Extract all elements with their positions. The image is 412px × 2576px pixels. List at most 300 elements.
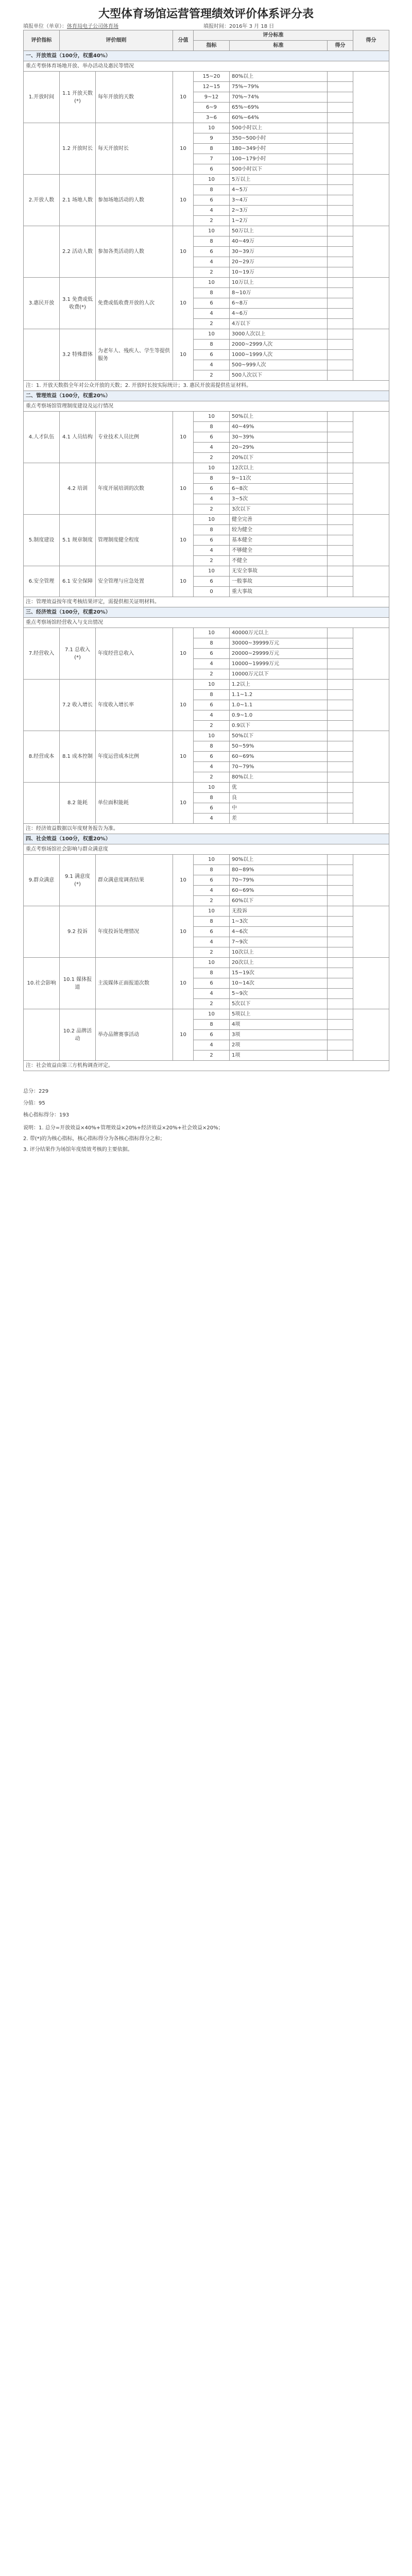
item-score-cell: 8: [194, 473, 230, 484]
item-points-cell: [328, 92, 353, 103]
item-standard-cell: 10000~19999万元: [230, 659, 328, 669]
item-score-cell: 2: [194, 999, 230, 1009]
section-note: 重点考察场馆社会影响与群众满意度: [24, 844, 389, 855]
item-score-cell: 6: [194, 577, 230, 587]
criteria-cell: 4.1 人员结构: [60, 412, 96, 463]
item-points-cell: [328, 340, 353, 350]
section-footnote-row: [24, 597, 389, 607]
score-cell: 10: [173, 566, 194, 597]
table-row: [24, 226, 389, 236]
header-result: 得分: [353, 30, 389, 51]
item-score-cell: 6: [194, 700, 230, 710]
item-standard-cell: 10~14次: [230, 978, 328, 989]
item-score-cell: 6: [194, 1030, 230, 1040]
item-score-cell: 4: [194, 257, 230, 267]
item-standard-cell: 60%~64%: [230, 113, 328, 123]
item-points-cell: [328, 236, 353, 247]
item-standard-cell: 70~79%: [230, 875, 328, 886]
score-value: 95: [39, 1100, 45, 1106]
date-line: 填报时间：2016年 3 月 18 日: [203, 24, 274, 29]
item-standard-cell: 60%以下: [230, 896, 328, 906]
item-points-cell: [328, 741, 353, 752]
criteria-cell: 4.2 培训: [60, 463, 96, 515]
result-cell: [353, 123, 389, 175]
description-cell: 单位面积能耗: [96, 783, 173, 824]
item-score-cell: 4: [194, 494, 230, 504]
item-score-cell: 2: [194, 267, 230, 278]
description-cell: 年度经营总收入: [96, 628, 173, 680]
item-points-cell: [328, 587, 353, 597]
indicator-cell: [24, 463, 60, 515]
item-score-cell: 6: [194, 484, 230, 494]
table-row: [24, 783, 389, 793]
description-cell: 年度投诉处理情况: [96, 906, 173, 958]
item-points-cell: [328, 958, 353, 968]
item-points-cell: [328, 329, 353, 340]
criteria-cell: 7.2 收入增长: [60, 680, 96, 731]
score-cell: 10: [173, 175, 194, 226]
subheader-standard: 标准: [230, 41, 328, 51]
item-standard-cell: 65%~69%: [230, 103, 328, 113]
item-standard-cell: 较为健全: [230, 525, 328, 535]
item-score-cell: 4: [194, 659, 230, 669]
item-points-cell: [328, 443, 353, 453]
item-standard-cell: 50万以上: [230, 226, 328, 236]
item-standard-cell: 0.9以下: [230, 721, 328, 731]
item-score-cell: 2: [194, 556, 230, 566]
item-standard-cell: 70~79%: [230, 762, 328, 772]
item-score-cell: 12~15: [194, 82, 230, 92]
table-row: [24, 278, 389, 288]
criteria-cell: 3.1 免费或低收费(*): [60, 278, 96, 329]
item-points-cell: [328, 432, 353, 443]
section-title: 三、经济效益（100分，权重20%）: [24, 607, 389, 618]
indicator-cell: [24, 1009, 60, 1061]
description-cell: 每年开放的天数: [96, 72, 173, 123]
item-points-cell: [328, 123, 353, 133]
description-cell: 年度运营成本比例: [96, 731, 173, 783]
item-standard-cell: 15~19次: [230, 968, 328, 978]
subheader-indicator: 指标: [194, 41, 230, 51]
item-points-cell: [328, 103, 353, 113]
description-cell: 年度收入增长率: [96, 680, 173, 731]
item-score-cell: 4: [194, 1040, 230, 1050]
item-standard-cell: 8~10万: [230, 288, 328, 298]
item-points-cell: [328, 298, 353, 309]
item-standard-cell: 差: [230, 814, 328, 824]
item-score-cell: 6: [194, 752, 230, 762]
item-standard-cell: 50~59%: [230, 741, 328, 752]
item-points-cell: [328, 875, 353, 886]
item-score-cell: 6: [194, 350, 230, 360]
item-score-cell: 10: [194, 680, 230, 690]
item-score-cell: 10: [194, 1009, 230, 1020]
item-score-cell: 10: [194, 412, 230, 422]
total-line: [23, 1087, 389, 1094]
item-standard-cell: 无安全事故: [230, 566, 328, 577]
indicator-cell: 5.制度建设: [24, 515, 60, 566]
item-points-cell: [328, 947, 353, 958]
indicator-cell: 9.群众满意: [24, 855, 60, 906]
item-score-cell: 6: [194, 535, 230, 546]
item-standard-cell: 2000~2999人次: [230, 340, 328, 350]
score-label: 分值：: [23, 1100, 39, 1106]
item-score-cell: 10: [194, 906, 230, 917]
score-cell: 10: [173, 123, 194, 175]
core-label: 核心指标得分：: [23, 1112, 59, 1118]
item-points-cell: [328, 906, 353, 917]
indicator-cell: [24, 783, 60, 824]
item-standard-cell: 6~8万: [230, 298, 328, 309]
item-score-cell: 8: [194, 525, 230, 535]
item-score-cell: 15~20: [194, 72, 230, 82]
item-score-cell: 2: [194, 772, 230, 783]
item-points-cell: [328, 772, 353, 783]
result-cell: [353, 412, 389, 463]
item-points-cell: [328, 1020, 353, 1030]
item-points-cell: [328, 175, 353, 185]
result-cell: [353, 628, 389, 680]
table-row: [24, 855, 389, 865]
item-score-cell: 10: [194, 329, 230, 340]
criteria-cell: 8.2 能耗: [60, 783, 96, 824]
section-note-row: [24, 618, 389, 628]
table-row: [24, 958, 389, 968]
section-title-row: [24, 607, 389, 618]
item-points-cell: [328, 82, 353, 92]
item-points-cell: [328, 185, 353, 195]
item-points-cell: [328, 638, 353, 649]
indicator-cell: [24, 226, 60, 278]
item-standard-cell: 1.0~1.1: [230, 700, 328, 710]
item-points-cell: [328, 370, 353, 381]
item-points-cell: [328, 669, 353, 680]
item-standard-cell: 4万以下: [230, 319, 328, 329]
item-standard-cell: 30~39万: [230, 247, 328, 257]
item-score-cell: 8: [194, 741, 230, 752]
item-standard-cell: 10次以上: [230, 947, 328, 958]
result-cell: [353, 783, 389, 824]
item-score-cell: 8: [194, 638, 230, 649]
item-score-cell: 3~6: [194, 113, 230, 123]
result-cell: [353, 1009, 389, 1061]
item-standard-cell: 无投诉: [230, 906, 328, 917]
page-title: 大型体育场馆运营管理绩效评价体系评分表: [98, 8, 314, 21]
note-line-3: 3. 评分结果作为场馆年度绩效考核的主要依据。: [23, 1147, 133, 1153]
score-table: [23, 30, 389, 1071]
table-row: [24, 175, 389, 185]
item-standard-cell: 1~2万: [230, 216, 328, 226]
score-cell: 10: [173, 783, 194, 824]
item-points-cell: [328, 886, 353, 896]
result-cell: [353, 463, 389, 515]
item-points-cell: [328, 473, 353, 484]
item-standard-cell: 500小时以下: [230, 164, 328, 175]
org-line: [23, 22, 118, 29]
item-score-cell: 10: [194, 958, 230, 968]
item-score-cell: 10: [194, 175, 230, 185]
result-cell: [353, 72, 389, 123]
item-points-cell: [328, 917, 353, 927]
result-cell: [353, 855, 389, 906]
item-points-cell: [328, 515, 353, 525]
item-standard-cell: 30~39%: [230, 432, 328, 443]
item-standard-cell: 5~9次: [230, 989, 328, 999]
item-standard-cell: 5万以上: [230, 175, 328, 185]
criteria-cell: 9.2 投诉: [60, 906, 96, 958]
description-cell: 安全管理与应急处置: [96, 566, 173, 597]
item-points-cell: [328, 144, 353, 154]
score-cell: 10: [173, 906, 194, 958]
item-score-cell: 6: [194, 927, 230, 937]
item-standard-cell: 4~6次: [230, 927, 328, 937]
score-cell: 10: [173, 1009, 194, 1061]
item-score-cell: 10: [194, 463, 230, 473]
table-row: [24, 906, 389, 917]
item-points-cell: [328, 659, 353, 669]
item-score-cell: 6: [194, 247, 230, 257]
item-standard-cell: 12次以上: [230, 463, 328, 473]
score-cell: 10: [173, 731, 194, 783]
item-standard-cell: 20%以下: [230, 453, 328, 463]
item-standard-cell: 80~89%: [230, 865, 328, 875]
item-standard-cell: 1项: [230, 1050, 328, 1061]
item-score-cell: 4: [194, 762, 230, 772]
item-standard-cell: 75%~79%: [230, 82, 328, 92]
item-standard-cell: 90%以上: [230, 855, 328, 865]
item-score-cell: 6: [194, 195, 230, 206]
criteria-cell: 10.1 媒体报道: [60, 958, 96, 1009]
item-score-cell: 2: [194, 216, 230, 226]
score-cell: 10: [173, 958, 194, 1009]
item-standard-cell: 2~3万: [230, 206, 328, 216]
item-score-cell: 6: [194, 164, 230, 175]
description-cell: 年度开展培训的次数: [96, 463, 173, 515]
core-line: [23, 1110, 389, 1118]
indicator-cell: 1.开放时间: [24, 72, 60, 123]
item-score-cell: 0: [194, 587, 230, 597]
item-standard-cell: 5项以上: [230, 1009, 328, 1020]
indicator-cell: [24, 329, 60, 381]
section-title-row: [24, 391, 389, 401]
item-standard-cell: 2项: [230, 1040, 328, 1050]
item-score-cell: 8: [194, 865, 230, 875]
header-standard: 评分标准: [194, 30, 353, 41]
item-points-cell: [328, 927, 353, 937]
item-standard-cell: 80%以上: [230, 772, 328, 783]
score-cell: 10: [173, 412, 194, 463]
item-points-cell: [328, 288, 353, 298]
result-cell: [353, 958, 389, 1009]
item-standard-cell: 中: [230, 803, 328, 814]
item-score-cell: 7: [194, 154, 230, 164]
header-criteria: 评价细则: [60, 30, 173, 51]
item-score-cell: 8: [194, 236, 230, 247]
result-cell: [353, 329, 389, 381]
item-score-cell: 8: [194, 144, 230, 154]
item-standard-cell: 20~29万: [230, 257, 328, 267]
description-cell: 群众满意度调查结果: [96, 855, 173, 906]
item-standard-cell: 3~4万: [230, 195, 328, 206]
item-points-cell: [328, 731, 353, 741]
item-points-cell: [328, 494, 353, 504]
item-points-cell: [328, 1030, 353, 1040]
note-line-2: 2. 带(*)的为核心指标，核心指标得分为各核心指标得分之和；: [23, 1136, 165, 1142]
item-points-cell: [328, 206, 353, 216]
item-standard-cell: 6~8次: [230, 484, 328, 494]
item-standard-cell: 一般事故: [230, 577, 328, 587]
item-points-cell: [328, 257, 353, 267]
description-cell: 举办品牌赛事活动: [96, 1009, 173, 1061]
item-standard-cell: 20~29%: [230, 443, 328, 453]
item-points-cell: [328, 803, 353, 814]
indicator-cell: 4.人才队伍: [24, 412, 60, 463]
item-points-cell: [328, 783, 353, 793]
score-line: [23, 1098, 389, 1106]
item-score-cell: 4: [194, 886, 230, 896]
section-title: 一、开放效益（100分，权重40%）: [24, 51, 389, 61]
item-score-cell: 10: [194, 628, 230, 638]
item-score-cell: 2: [194, 453, 230, 463]
item-points-cell: [328, 484, 353, 494]
table-row: [24, 680, 389, 690]
criteria-cell: 2.1 场地人数: [60, 175, 96, 226]
item-standard-cell: 4项: [230, 1020, 328, 1030]
description-cell: 免费或低收费开放的人次: [96, 278, 173, 329]
item-standard-cell: 不够健全: [230, 546, 328, 556]
item-standard-cell: 1.2以上: [230, 680, 328, 690]
table-row: [24, 566, 389, 577]
item-standard-cell: 9~11次: [230, 473, 328, 484]
score-cell: 10: [173, 226, 194, 278]
score-cell: 10: [173, 72, 194, 123]
item-standard-cell: 5次以下: [230, 999, 328, 1009]
item-points-cell: [328, 525, 353, 535]
section-note: 重点考察场馆经营收入与支出情况: [24, 618, 389, 628]
item-score-cell: 10: [194, 278, 230, 288]
indicator-cell: 3.惠民开放: [24, 278, 60, 329]
item-points-cell: [328, 628, 353, 638]
item-score-cell: 4: [194, 443, 230, 453]
item-score-cell: 6: [194, 649, 230, 659]
item-standard-cell: 60~69%: [230, 886, 328, 896]
item-score-cell: 9~12: [194, 92, 230, 103]
section-footnote: 注：1. 开放天数指全年对公众开放的天数；2. 开放时长按实际统计；3. 惠民开放需提供佐证材料。: [24, 381, 389, 391]
item-score-cell: 6~9: [194, 103, 230, 113]
section-footnote: 注：经济效益数据以年度财务报告为准。: [24, 824, 389, 834]
item-standard-cell: 40~49%: [230, 422, 328, 432]
section-title-row: [24, 51, 389, 61]
item-standard-cell: 3000人次以上: [230, 329, 328, 340]
item-points-cell: [328, 154, 353, 164]
item-standard-cell: 7~9次: [230, 937, 328, 947]
item-score-cell: 8: [194, 793, 230, 803]
item-standard-cell: 500小时以上: [230, 123, 328, 133]
item-points-cell: [328, 216, 353, 226]
item-standard-cell: 20000~29999万元: [230, 649, 328, 659]
item-score-cell: 8: [194, 422, 230, 432]
item-score-cell: 2: [194, 319, 230, 329]
result-cell: [353, 731, 389, 783]
indicator-cell: 8.经营成本: [24, 731, 60, 783]
item-points-cell: [328, 556, 353, 566]
item-points-cell: [328, 700, 353, 710]
item-standard-cell: 重大事故: [230, 587, 328, 597]
section-title-row: [24, 834, 389, 844]
score-cell: 10: [173, 278, 194, 329]
item-points-cell: [328, 680, 353, 690]
item-points-cell: [328, 710, 353, 721]
item-points-cell: [328, 72, 353, 82]
item-standard-cell: 500~999人次: [230, 360, 328, 370]
item-points-cell: [328, 865, 353, 875]
item-standard-cell: 10000万元以下: [230, 669, 328, 680]
criteria-cell: 3.2 特殊群体: [60, 329, 96, 381]
score-cell: 10: [173, 515, 194, 566]
table-row: [24, 628, 389, 638]
item-points-cell: [328, 113, 353, 123]
item-standard-cell: 50%以上: [230, 412, 328, 422]
total-label: 总分：: [23, 1089, 39, 1094]
item-standard-cell: 60~69%: [230, 752, 328, 762]
table-row: [24, 515, 389, 525]
score-cell: 10: [173, 855, 194, 906]
note-line-1: 说明：1. 总分=开放效益×40%+管理效益×20%+经济效益×20%+社会效益×20%；: [23, 1125, 224, 1131]
item-score-cell: 2: [194, 896, 230, 906]
section-footnote: 注：管理效益按年度考核结果评定，需提供相关证明材料。: [24, 597, 389, 607]
item-points-cell: [328, 133, 353, 144]
item-points-cell: [328, 937, 353, 947]
description-cell: 参加各类活动的人数: [96, 226, 173, 278]
total-value: 229: [39, 1089, 49, 1094]
summary-block: [23, 1087, 389, 1153]
item-score-cell: 6: [194, 875, 230, 886]
item-points-cell: [328, 463, 353, 473]
section-footnote-row: [24, 824, 389, 834]
criteria-cell: 5.1 规章制度: [60, 515, 96, 566]
item-points-cell: [328, 855, 353, 865]
item-points-cell: [328, 535, 353, 546]
item-points-cell: [328, 793, 353, 803]
table-row: [24, 1009, 389, 1020]
item-standard-cell: 40000万元以上: [230, 628, 328, 638]
section-footnote: 注：社会效益由第三方机构调查评定。: [24, 1061, 389, 1071]
section-note-row: [24, 401, 389, 412]
item-points-cell: [328, 649, 353, 659]
item-points-cell: [328, 1040, 353, 1050]
result-cell: [353, 175, 389, 226]
item-score-cell: 2: [194, 1050, 230, 1061]
item-points-cell: [328, 412, 353, 422]
item-points-cell: [328, 968, 353, 978]
item-standard-cell: 500人次以下: [230, 370, 328, 381]
item-score-cell: 10: [194, 783, 230, 793]
indicator-cell: [24, 123, 60, 175]
item-standard-cell: 40~49万: [230, 236, 328, 247]
score-cell: 10: [173, 628, 194, 680]
table-row: [24, 123, 389, 133]
result-cell: [353, 515, 389, 566]
result-cell: [353, 226, 389, 278]
item-score-cell: 10: [194, 123, 230, 133]
item-points-cell: [328, 504, 353, 515]
item-points-cell: [328, 278, 353, 288]
org-name: 体育局电子公司体育场: [67, 24, 118, 29]
item-score-cell: 4: [194, 206, 230, 216]
item-standard-cell: 1000~1999人次: [230, 350, 328, 360]
criteria-cell: 1.2 开放时长: [60, 123, 96, 175]
item-standard-cell: 健全完善: [230, 515, 328, 525]
